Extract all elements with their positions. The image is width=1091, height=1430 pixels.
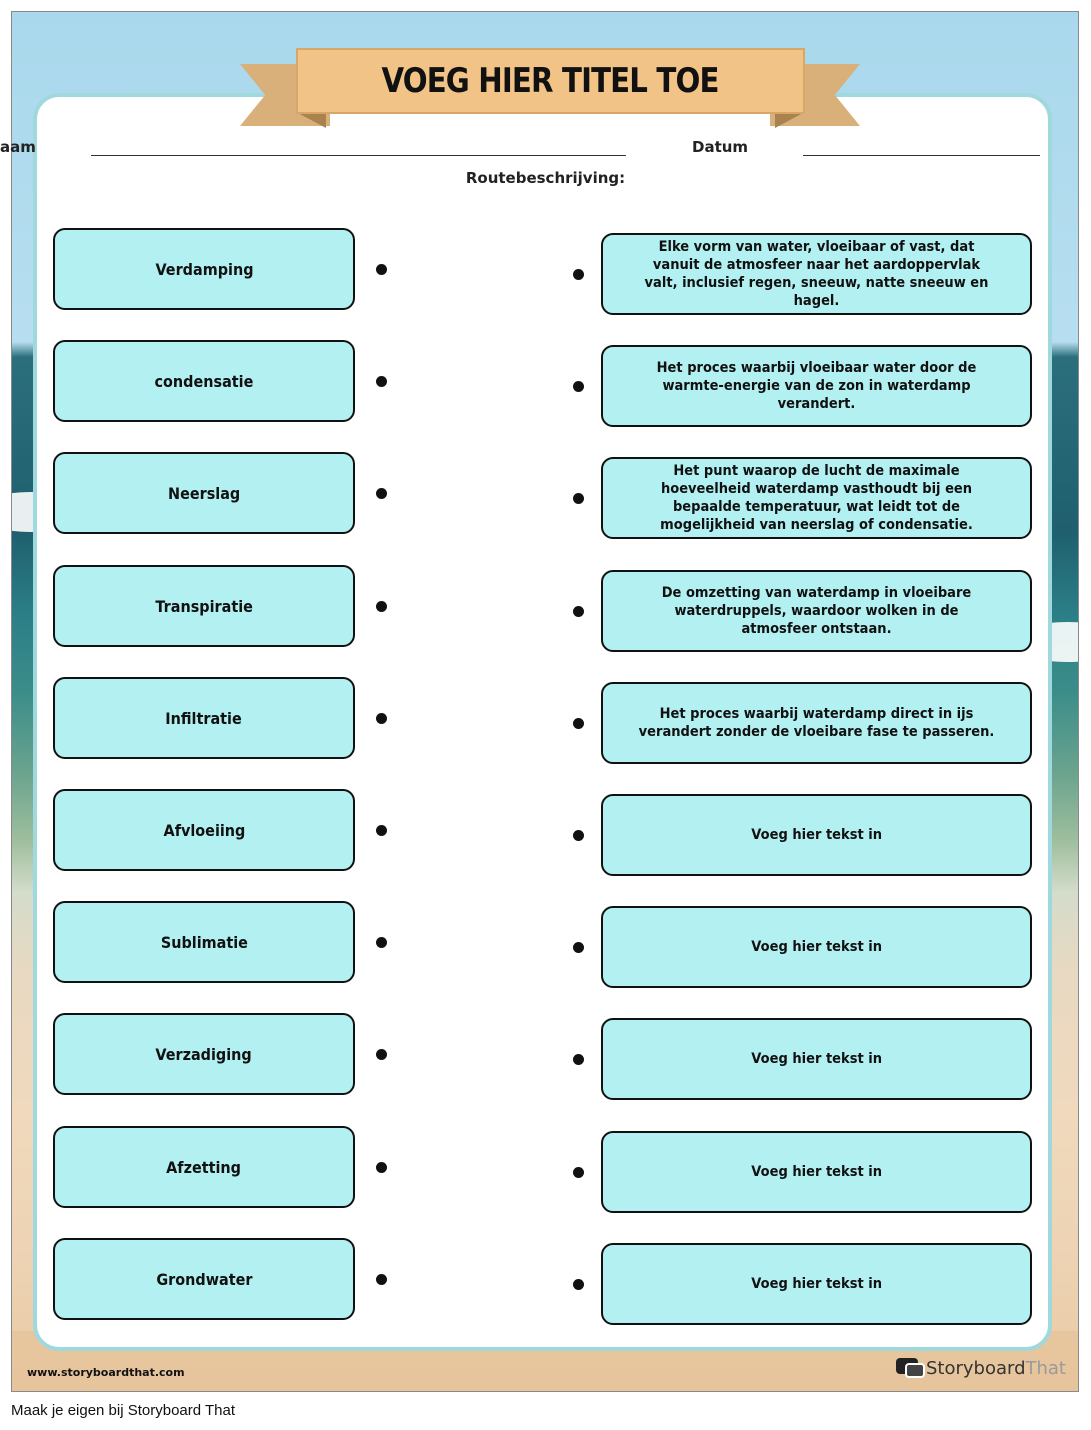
term-box[interactable] bbox=[53, 677, 355, 759]
footer-caption[interactable]: Maak je eigen bij Storyboard That bbox=[11, 1402, 236, 1419]
term-label: condensatie bbox=[154, 371, 254, 391]
term-box[interactable] bbox=[53, 340, 355, 422]
definition-box[interactable] bbox=[601, 1018, 1032, 1100]
definition-connector-dot[interactable] bbox=[573, 1279, 584, 1290]
term-connector-dot[interactable] bbox=[376, 825, 387, 836]
page-title[interactable]: VOEG HIER TITEL TOE bbox=[381, 61, 720, 101]
term-connector-dot[interactable] bbox=[376, 264, 387, 275]
term-connector-dot[interactable] bbox=[376, 1274, 387, 1285]
definition-connector-dot[interactable] bbox=[573, 1167, 584, 1178]
term-connector-dot[interactable] bbox=[376, 601, 387, 612]
term-label: Sublimatie bbox=[160, 932, 248, 952]
term-box[interactable] bbox=[53, 1013, 355, 1095]
website-url: www.storyboardthat.com bbox=[27, 1366, 185, 1379]
term-label: Verzadiging bbox=[155, 1044, 253, 1064]
definition-text: Voeg hier tekst in bbox=[751, 827, 882, 843]
term-connector-dot[interactable] bbox=[376, 1162, 387, 1173]
definition-connector-dot[interactable] bbox=[573, 381, 584, 392]
term-label: Verdamping bbox=[154, 259, 254, 279]
definition-text: Elke vorm van water, vloeibaar of vast, dat vanuit de atmosfeer naar het aardoppervlak valt, inclusief regen, sneeuw, natte sneeuw en hagel. bbox=[644, 239, 989, 309]
term-box[interactable] bbox=[53, 228, 355, 310]
definition-box[interactable] bbox=[601, 906, 1032, 988]
definition-connector-dot[interactable] bbox=[573, 718, 584, 729]
term-label: Infiltratie bbox=[165, 708, 243, 728]
term-connector-dot[interactable] bbox=[376, 376, 387, 387]
definition-box[interactable] bbox=[601, 682, 1032, 764]
definition-box[interactable] bbox=[601, 794, 1032, 876]
definition-text: Voeg hier tekst in bbox=[751, 1276, 882, 1292]
definition-box[interactable] bbox=[601, 1131, 1032, 1213]
title-banner[interactable] bbox=[296, 48, 805, 114]
definition-connector-dot[interactable] bbox=[573, 1054, 584, 1065]
storyboard-logo[interactable] bbox=[896, 1354, 1066, 1382]
date-label: Datum bbox=[692, 138, 749, 156]
term-box[interactable] bbox=[53, 1126, 355, 1208]
definition-box[interactable] bbox=[601, 457, 1032, 539]
logo-text: StoryboardThat bbox=[925, 1357, 1066, 1379]
term-box[interactable] bbox=[53, 789, 355, 871]
definition-connector-dot[interactable] bbox=[573, 493, 584, 504]
term-connector-dot[interactable] bbox=[376, 937, 387, 948]
term-label: Afzetting bbox=[166, 1157, 242, 1177]
definition-connector-dot[interactable] bbox=[573, 606, 584, 617]
term-connector-dot[interactable] bbox=[376, 488, 387, 499]
term-box[interactable] bbox=[53, 1238, 355, 1320]
term-label: Afvloeiing bbox=[163, 820, 245, 840]
definition-text: Het proces waarbij waterdamp direct in ijs verandert zonder de vloeibare fase te passeren. bbox=[638, 706, 995, 740]
definition-text: Voeg hier tekst in bbox=[751, 939, 882, 955]
definition-text: Het proces waarbij vloeibaar water door de warmte-energie van de zon in waterdamp verandert. bbox=[656, 360, 977, 412]
speech-bubble-icon bbox=[896, 1356, 922, 1380]
term-connector-dot[interactable] bbox=[376, 1049, 387, 1060]
definition-text: De omzetting van waterdamp in vloeibare waterdruppels, waardoor wolken in de atmosfeer ontstaan. bbox=[661, 585, 972, 637]
term-box[interactable] bbox=[53, 901, 355, 983]
instructions-heading: Routebeschrijving: bbox=[465, 169, 626, 187]
term-box[interactable] bbox=[53, 565, 355, 647]
definition-box[interactable] bbox=[601, 345, 1032, 427]
definition-box[interactable] bbox=[601, 1243, 1032, 1325]
definition-box[interactable] bbox=[601, 233, 1032, 315]
term-connector-dot[interactable] bbox=[376, 713, 387, 724]
term-box[interactable] bbox=[53, 452, 355, 534]
name-field-line[interactable] bbox=[91, 155, 626, 156]
definition-text: Het punt waarop de lucht de maximale hoeveelheid waterdamp vasthoudt bij een bepaalde temperatuur, wat leidt tot de mogelijkheid van neerslag of condensatie. bbox=[660, 463, 973, 533]
term-label: Transpiratie bbox=[155, 596, 253, 616]
name-label: aam bbox=[0, 138, 36, 156]
definition-connector-dot[interactable] bbox=[573, 269, 584, 280]
definition-text: Voeg hier tekst in bbox=[751, 1164, 882, 1180]
date-field-line[interactable] bbox=[803, 155, 1040, 156]
definition-box[interactable] bbox=[601, 570, 1032, 652]
term-label: Grondwater bbox=[155, 1269, 253, 1289]
definition-text: Voeg hier tekst in bbox=[751, 1051, 882, 1067]
definition-connector-dot[interactable] bbox=[573, 942, 584, 953]
definition-connector-dot[interactable] bbox=[573, 830, 584, 841]
term-label: Neerslag bbox=[167, 483, 241, 503]
